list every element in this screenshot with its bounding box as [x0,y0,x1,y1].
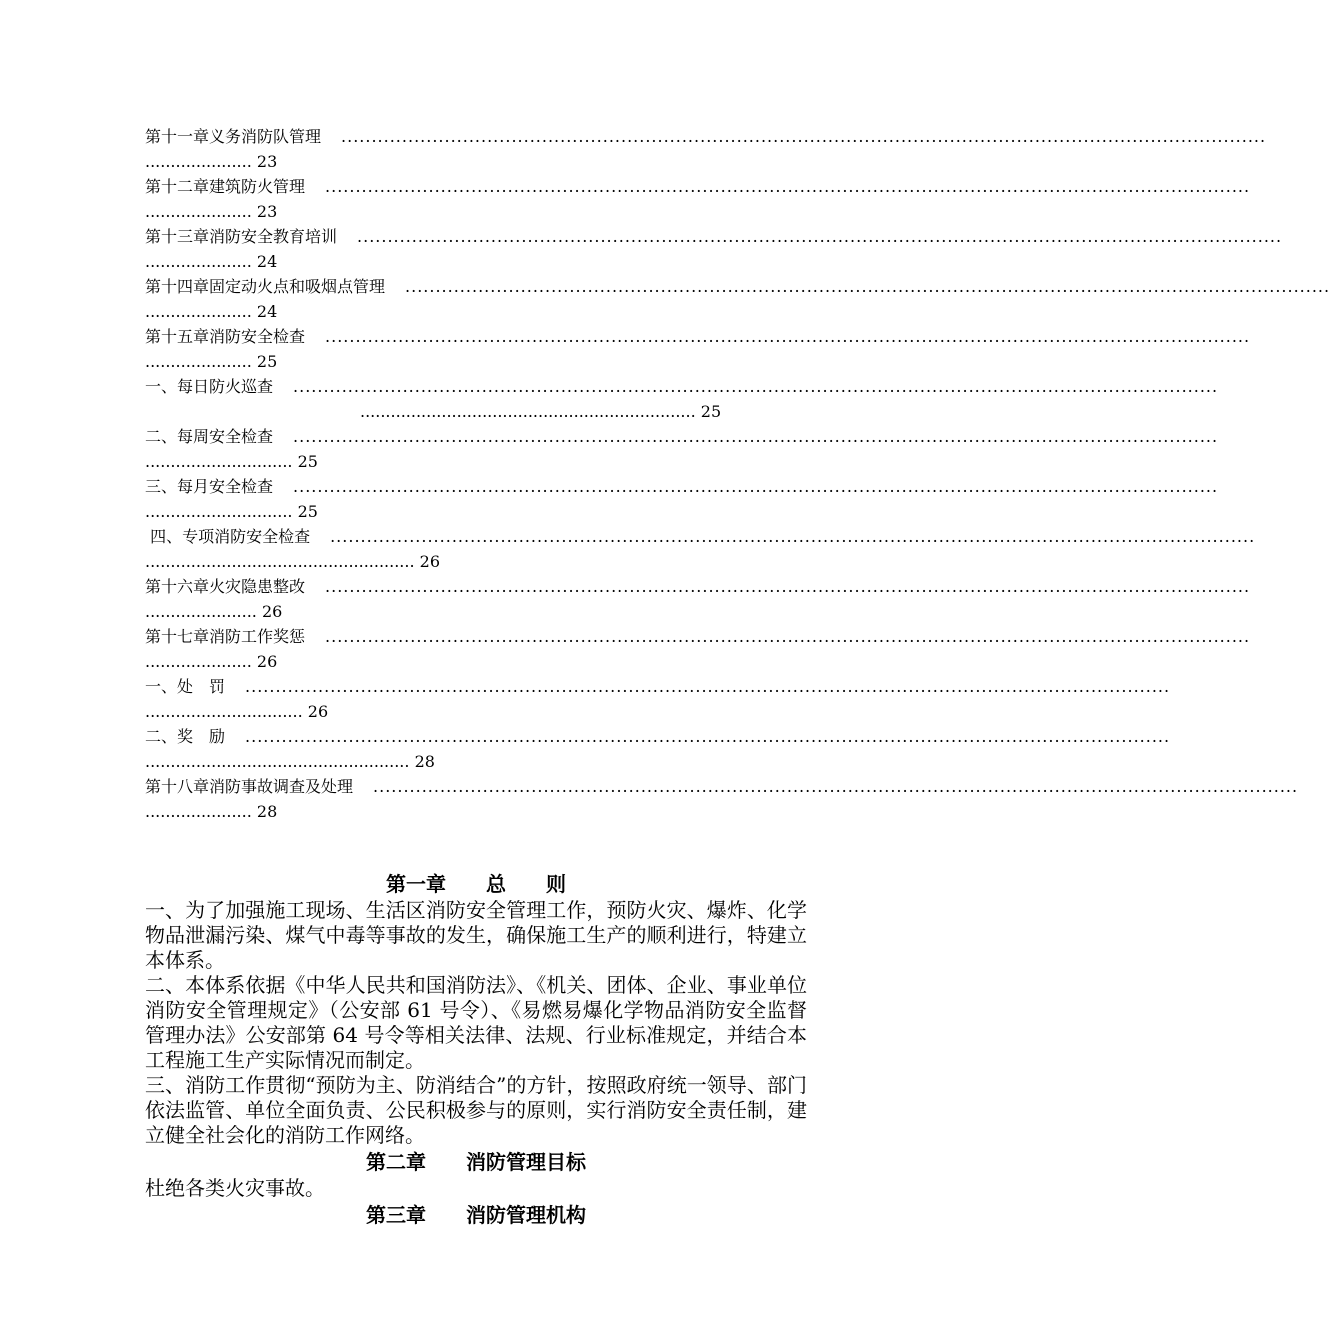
toc-leader-dots: ..................... [145,202,252,221]
toc-page-number: 25 [256,352,278,371]
toc-page-number: 26 [419,552,441,571]
toc-entry[interactable] [145,574,1251,624]
toc-section-label: 二、奖 励 [145,727,226,746]
toc-chapter-label: 第十二章 [145,177,210,196]
toc-page-number: 25 [297,452,318,471]
toc-page-number: 26 [307,702,329,721]
toc-chapter-label: 第十六章 [145,577,210,596]
toc-chapter-label: 第十四章 [145,277,210,296]
toc-chapter-label: 第十五章 [145,327,210,346]
body-paragraph: 一、为了加强施工现场、生活区消防安全管理工作，预防火灾、爆炸、化学物品泄漏污染、煤气中毒等事故的发生，确保施工生产的顺利进行，特建立本体系。 [145,898,807,972]
toc-page-number: 28 [256,802,278,821]
toc-leader-dots: ........................................................................................................................................................ [325,327,1251,346]
document-body [145,870,807,1229]
toc-page-number: 23 [256,202,278,221]
toc-section-label: 三、每月安全检查 [145,477,274,496]
toc-entry[interactable] [145,224,1283,274]
toc-leader-dots: ..................... [145,652,252,671]
toc-leader-dots: ............................. [145,452,293,471]
toc-section-label: 二、每周安全检查 [145,427,274,446]
toc-page-number: 25 [297,502,318,521]
toc-leader-dots: ............................... [145,702,303,721]
toc-chapter-label: 第十三章 [145,227,210,246]
toc-page-number: 24 [256,302,278,321]
table-of-contents [145,124,1330,824]
toc-leader-dots: ........................................................................................................................................................ [245,727,1171,746]
toc-leader-dots: ........................................................................................................................................................ [330,527,1256,546]
toc-page-number: 28 [414,752,435,771]
toc-entry[interactable] [145,424,1219,474]
chapter-heading: 第三章 消防管理机构 [366,1203,586,1227]
toc-leader-dots: ........................................................................................................................................................ [245,677,1171,696]
toc-entry[interactable] [145,374,1219,424]
toc-page-number: 24 [256,252,278,271]
toc-entry[interactable] [145,524,1256,574]
toc-leader-dots: ........................................................................................................................................................ [357,227,1283,246]
toc-leader-dots: ..................... [145,802,252,821]
toc-entry[interactable] [145,274,1330,324]
toc-section-label: 一、处 罚 [145,677,226,696]
toc-title: 固定动火点和吸烟点管理 [209,277,386,296]
toc-section-label: 四、专项消防安全检查 [145,527,311,546]
toc-title: 建筑防火管理 [209,177,306,196]
toc-page-number: 26 [256,652,278,671]
toc-page-number: 25 [700,402,722,421]
toc-entry[interactable] [145,724,1171,774]
toc-title: 消防安全检查 [209,327,306,346]
body-paragraph: 二、本体系依据《中华人民共和国消防法》、《机关、团体、企业、事业单位消防安全管理规定》（公安部 61 号令）、《易燃易爆化学物品消防安全监督管理办法》公安部第 64 号令等相关法律、法规、行业标准规定，并结合本工程施工生产实际情况而制定。 [145,973,807,1072]
toc-entry[interactable] [145,774,1299,824]
toc-title: 消防安全教育培训 [209,227,338,246]
toc-leader-dots: ...................... [145,602,257,621]
toc-entry[interactable] [145,624,1251,674]
toc-chapter-label: 第十一章 [145,127,210,146]
toc-leader-dots: ........................................................................................................................................................ [405,277,1330,296]
toc-section-label: 一、 [145,377,178,396]
toc-leader-dots: ..................... [145,302,252,321]
toc-leader-dots: .................................................... [145,752,410,771]
toc-leader-dots: ........................................................................................................................................................ [325,177,1251,196]
toc-leader-dots: ........................................................................................................................................................ [293,377,1219,396]
toc-entry[interactable] [145,674,1171,724]
toc-leader-dots: ........................................................................................................................................................ [293,477,1219,496]
chapter-heading: 第二章 消防管理目标 [366,1150,586,1174]
chapter-heading: 第一章 总 则 [386,872,566,896]
toc-entry[interactable] [145,174,1251,224]
toc-leader-dots: ........................................................................................................................................................ [325,577,1251,596]
toc-leader-dots: ..................... [145,152,252,171]
toc-leader-dots: ........................................................................................................................................................ [325,627,1251,646]
toc-entry[interactable] [145,474,1219,524]
toc-entry[interactable] [145,324,1251,374]
toc-leader-dots: ........................................................................................................................................................ [293,427,1219,446]
toc-leader-dots: ........................................................................................................................................................ [373,777,1299,796]
toc-leader-dots: ..................... [145,352,252,371]
toc-entry[interactable] [145,124,1267,174]
toc-leader-dots: ..................... [145,252,252,271]
toc-leader-dots: .................................................................. [360,402,696,421]
toc-page-number: 23 [256,152,278,171]
toc-title: 消防事故调查及处理 [209,777,354,796]
toc-title: 消防工作奖惩 [209,627,306,646]
toc-page-number: 26 [261,602,283,621]
toc-chapter-label: 第十七章 [145,627,210,646]
toc-leader-dots: ..................................................... [145,552,415,571]
toc-leader-dots: ............................. [145,502,293,521]
toc-chapter-label: 第十八章 [145,777,210,796]
body-paragraph: 三、消防工作贯彻“预防为主、防消结合”的方针，按照政府统一领导、部门依法监管、单位全面负责、公民积极参与的原则，实行消防安全责任制，建立健全社会化的消防工作网络。 [145,1073,807,1147]
body-paragraph: 杜绝各类火灾事故。 [145,1176,325,1200]
toc-title: 火灾隐患整改 [209,577,306,596]
toc-leader-dots: ........................................................................................................................................................ [341,127,1267,146]
toc-title: 每日防火巡查 [177,377,274,396]
toc-title: 义务消防队管理 [209,127,322,146]
